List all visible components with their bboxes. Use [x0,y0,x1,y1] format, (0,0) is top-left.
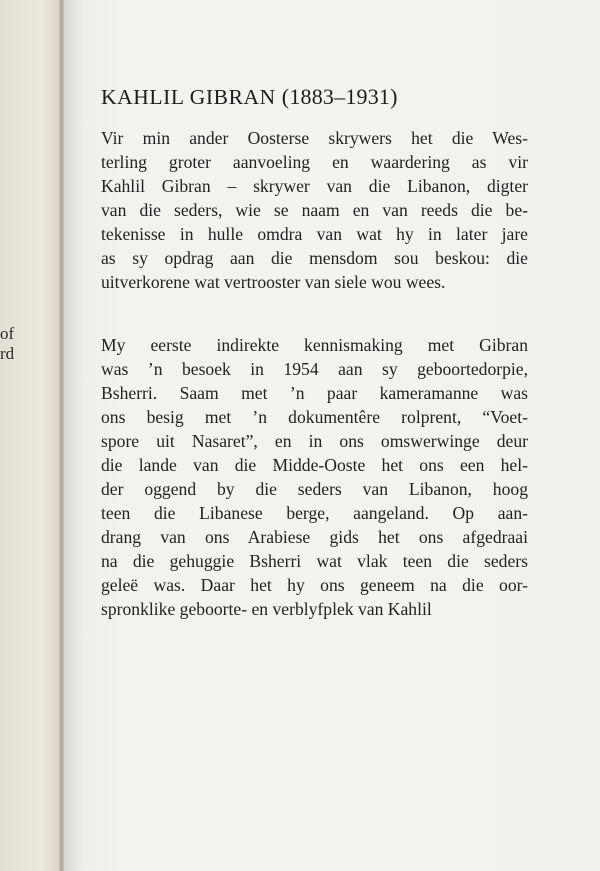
text-line: drang van ons Arabiese gids het ons afgedraai [101,527,528,547]
text-line: der oggend by die seders van Libanon, hoog [101,479,528,499]
text-line: na die gehuggie Bsherri wat vlak teen die seders [101,551,528,571]
text-line: Vir min ander Oosterse skrywers het die Wes- [101,128,528,148]
text-line: geleë was. Daar het hy ons geneem na die oor- [101,575,528,595]
text-line: as sy opdrag aan die mensdom sou beskou: die [101,248,528,268]
text-line: ons besig met ’n dokumentêre rolprent, “Voet- [101,407,528,427]
paragraph-1 [101,126,528,294]
text-line: teen die Libanese berge, aangeland. Op aan- [101,503,528,523]
text-line: spronklike geboorte- en verblyfplek van Kahlil [101,599,432,619]
left-page-fragment: of [0,324,15,343]
left-page [0,0,63,871]
text-line: uitverkorene wat vertrooster van siele wou wees. [101,272,446,292]
text-line: spore uit Nasaret”, en in ons omswerwinge deur [101,431,528,451]
heading-years: (1883–1931) [281,84,398,109]
chapter-heading [101,84,398,110]
paragraph-2 [101,333,528,621]
text-line: My eerste indirekte kennismaking met Gibran [101,335,528,355]
right-page [64,0,600,871]
text-line: die lande van die Midde-Ooste het ons een hel- [101,455,528,475]
text-line: terling groter aanvoeling en waardering as vir [101,152,528,172]
text-line: Bsherri. Saam met ’n paar kameramanne was [101,383,528,403]
text-line: was ’n besoek in 1954 aan sy geboortedorpie, [101,359,528,379]
text-line: van die seders, wie se naam en van reeds die be- [101,200,528,220]
text-line: tekenisse in hulle omdra van wat hy in later jare [101,224,528,244]
left-page-fragment: rd [0,344,15,363]
text-line: Kahlil Gibran – skrywer van die Libanon, digter [101,176,528,196]
heading-name: KAHLIL GIBRAN [101,85,276,109]
